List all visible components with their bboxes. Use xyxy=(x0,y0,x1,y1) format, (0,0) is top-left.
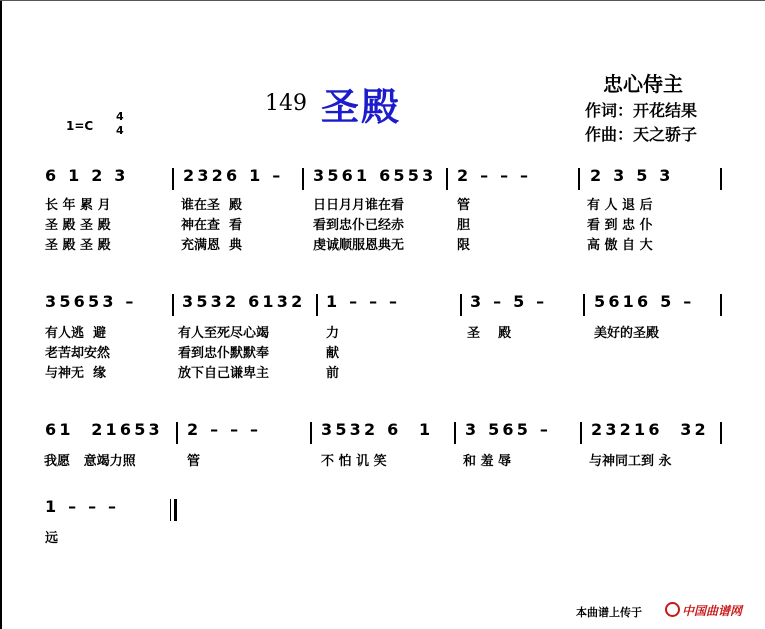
measure: 6 1 2 3 xyxy=(45,166,129,185)
barline xyxy=(310,422,312,444)
lyric-segment: 圣 殿 圣 殿 xyxy=(45,218,111,233)
lyric-segment: 力 xyxy=(326,326,340,341)
lyric-segment: 和 羞 辱 xyxy=(463,454,512,469)
score-system-4 xyxy=(0,497,765,547)
song-number: 149 xyxy=(265,91,307,116)
notation-line xyxy=(0,166,765,190)
lyric-segment: 前 xyxy=(326,366,340,381)
lyric-segment: 管 xyxy=(187,454,201,469)
lyric-segment: 限 xyxy=(457,238,471,253)
lyric-segment: 充满恩 典 xyxy=(181,238,243,253)
barline xyxy=(720,422,722,444)
measure: 3561 6553 xyxy=(313,166,437,185)
measure: 3532 6132 xyxy=(182,292,306,311)
lyric-line xyxy=(0,362,765,380)
measure: 3 – 5 – xyxy=(470,292,548,311)
lyric-line xyxy=(0,527,765,545)
lyric-segment: 献 xyxy=(326,346,340,361)
barline xyxy=(720,294,722,316)
score-system-2 xyxy=(0,292,765,381)
lyric-segment: 我愿 意竭力照 xyxy=(44,454,136,469)
logo-mark-icon xyxy=(665,602,680,617)
lyric-line xyxy=(0,214,765,232)
lyric-segment: 与神同工到 永 xyxy=(589,454,672,469)
page-border-top xyxy=(0,0,765,1)
lyricist-credit: 作词：开花结果 xyxy=(585,101,698,120)
barline xyxy=(454,422,456,444)
final-barline-thin xyxy=(170,499,171,521)
lyric-segment: 放下自己谦卑主 xyxy=(178,366,270,381)
lyric-segment: 老苦却安然 xyxy=(45,346,111,361)
lyric-segment: 有人逃 避 xyxy=(45,326,107,341)
barline xyxy=(316,294,318,316)
lyric-line xyxy=(0,194,765,212)
theme-label: 忠心侍主 xyxy=(603,72,683,96)
barline xyxy=(583,294,585,316)
site-name: 中国曲谱网 xyxy=(682,604,743,618)
lyric-segment: 谁在圣 殿 xyxy=(181,198,243,213)
lyric-segment: 有人至死尽心竭 xyxy=(178,326,270,341)
barline xyxy=(172,294,174,316)
barline xyxy=(302,168,304,190)
lyric-segment: 有 人 退 后 xyxy=(587,198,653,213)
measure: 35653 – xyxy=(45,292,137,311)
barline xyxy=(580,422,582,444)
lyric-line xyxy=(0,234,765,252)
lyric-segment: 看到忠仆默默奉 xyxy=(178,346,270,361)
lyric-segment: 圣 殿 圣 殿 xyxy=(45,238,111,253)
notation-line xyxy=(0,497,765,521)
measure: 2326 1 – xyxy=(183,166,284,185)
key-signature: 1=C xyxy=(66,119,94,133)
measure: 3532 6 1 xyxy=(321,420,434,439)
lyric-line xyxy=(0,450,765,468)
time-signature-top: 4 xyxy=(116,110,124,123)
composer-credit: 作曲：天之骄子 xyxy=(585,125,698,144)
measure: 61 21653 xyxy=(45,420,163,439)
measure: 2 – – – xyxy=(187,420,262,439)
final-barline-thick xyxy=(174,499,177,521)
lyric-segment: 胆 xyxy=(457,218,471,233)
lyric-line xyxy=(0,342,765,360)
notation-line xyxy=(0,420,765,444)
barline xyxy=(172,168,174,190)
measure: 2 3 5 3 xyxy=(590,166,674,185)
barline xyxy=(460,294,462,316)
lyric-segment: 日日月月谁在看 xyxy=(313,198,405,213)
barline xyxy=(176,422,178,444)
song-title: 圣殿 xyxy=(321,85,402,129)
lyric-segment: 高 傲 自 大 xyxy=(587,238,653,253)
lyric-segment: 美好的圣殿 xyxy=(594,326,660,341)
score-system-1 xyxy=(0,166,765,253)
barline xyxy=(578,168,580,190)
lyric-segment: 圣 殿 xyxy=(467,326,512,341)
measure: 1 – – – xyxy=(45,497,120,516)
measure: 3 565 – xyxy=(465,420,552,439)
lyric-segment: 神在查 看 xyxy=(181,218,243,233)
lyric-segment: 看 到 忠 仆 xyxy=(587,218,653,233)
barline xyxy=(720,168,722,190)
measure: 5616 5 – xyxy=(594,292,695,311)
notation-line xyxy=(0,292,765,316)
score-system-3 xyxy=(0,420,765,500)
measure: 1 – – – xyxy=(326,292,401,311)
barline xyxy=(446,168,448,190)
upload-note: 本曲谱上传于 xyxy=(576,606,642,619)
lyric-segment: 长 年 累 月 xyxy=(45,198,111,213)
lyric-segment: 不 怕 讥 笑 xyxy=(321,454,387,469)
time-signature-bottom: 4 xyxy=(116,124,124,137)
lyric-segment: 管 xyxy=(457,198,471,213)
measure: 23216 32 xyxy=(591,420,709,439)
site-logo[interactable] xyxy=(665,602,742,619)
lyric-segment: 看到忠仆已经赤 xyxy=(313,218,405,233)
lyric-segment: 与神无 缘 xyxy=(45,366,107,381)
lyric-segment: 远 xyxy=(45,531,59,546)
measure: 2 – – – xyxy=(457,166,532,185)
lyric-segment: 虔诚顺服恩典无 xyxy=(313,238,405,253)
lyric-line xyxy=(0,322,765,340)
